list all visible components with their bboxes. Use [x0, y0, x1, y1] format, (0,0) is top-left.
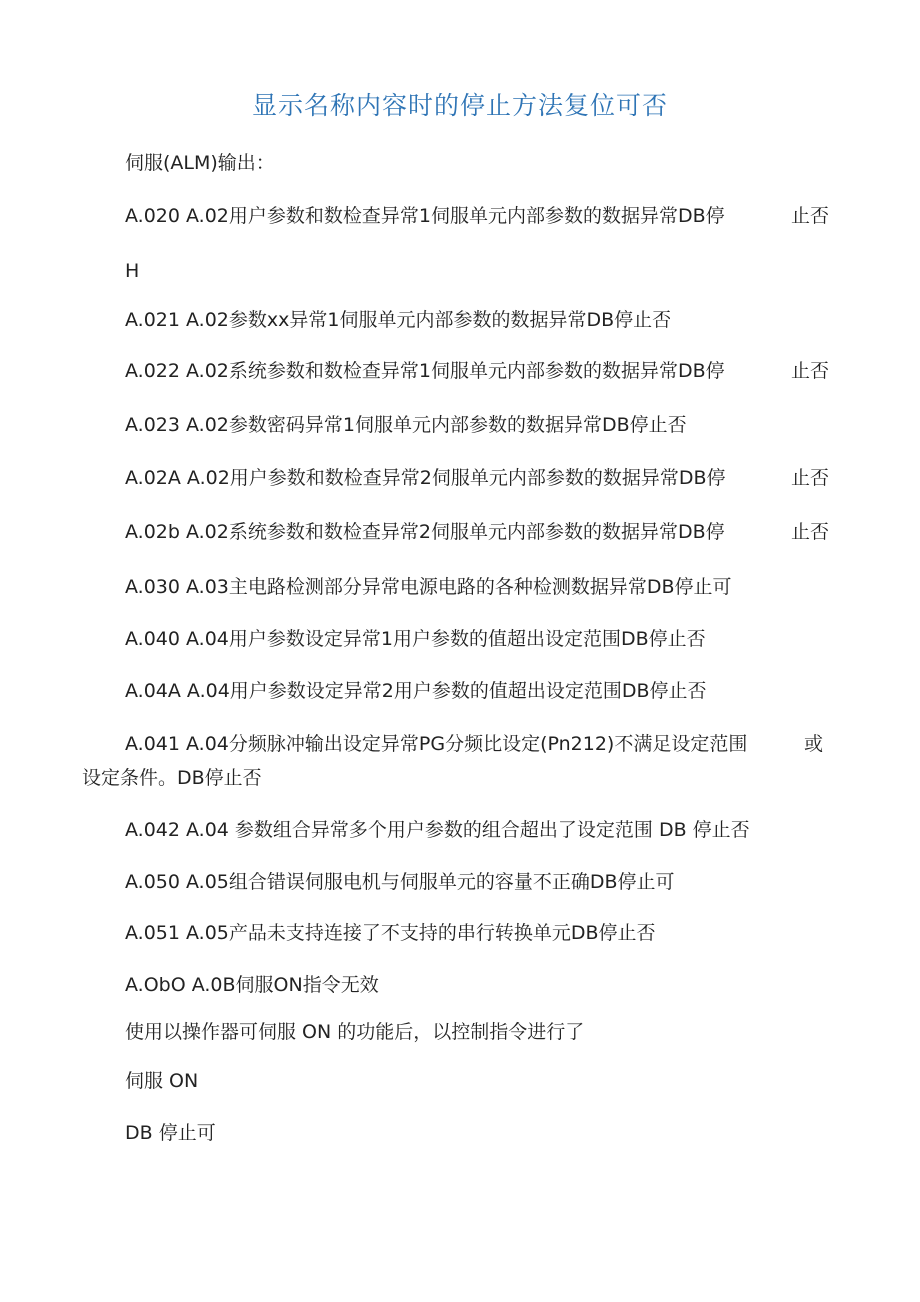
paragraph-servo-on: 伺服 ON	[125, 1070, 199, 1092]
paragraph-tail: 止否	[790, 521, 829, 543]
paragraph-a042: A.042 A.04 参数组合异常多个用户参数的组合超出了设定范围 DB 停止否	[125, 819, 750, 841]
paragraph-a0b0: A.ObO A.0B伺服ON指令无效	[125, 974, 379, 996]
paragraph-a04a: A.04A A.04用户参数设定异常2用户参数的值超出设定范围DB停止否	[125, 680, 707, 702]
paragraph-a023: A.023 A.02参数密码异常1伺服单元内部参数的数据异常DB停止否	[125, 414, 687, 436]
paragraph-a041-continuation: 设定条件。DB停止否	[82, 767, 262, 789]
paragraph-text: A.02A A.02用户参数和数检查异常2伺服单元内部参数的数据异常DB停	[125, 467, 726, 489]
paragraph-tail: 止否	[790, 467, 829, 489]
paragraph-a020	[125, 203, 829, 229]
paragraph-a041	[125, 731, 823, 757]
paragraph-text: A.022 A.02系统参数和数检查异常1伺服单元内部参数的数据异常DB停	[125, 360, 725, 382]
paragraph-a02a	[125, 465, 829, 491]
paragraph-tail: 或	[803, 733, 823, 755]
paragraph-db-stop: DB 停止可	[125, 1122, 216, 1144]
paragraph-operator-note: 使用以操作器可伺服 ON 的功能后，以控制指令进行了	[125, 1021, 585, 1043]
paragraph-servo-output: 伺服(ALM)输出：	[125, 152, 275, 174]
paragraph-a030: A.030 A.03主电路检测部分异常电源电路的各种检测数据异常DB停止可	[125, 576, 732, 598]
paragraph-text: A.02b A.02系统参数和数检查异常2伺服单元内部参数的数据异常DB停	[125, 521, 725, 543]
paragraph-a050: A.050 A.05组合错误伺服电机与伺服单元的容量不正确DB停止可	[125, 871, 675, 893]
paragraph-tail: 止否	[790, 205, 829, 227]
paragraph-text: A.041 A.04分频脉冲输出设定异常PG分频比设定(Pn212)不满足设定范围	[125, 733, 748, 755]
paragraph-text: A.020 A.02用户参数和数检查异常1伺服单元内部参数的数据异常DB停	[125, 205, 725, 227]
paragraph-a021: A.021 A.02参数xx异常1伺服单元内部参数的数据异常DB停止否	[125, 309, 672, 331]
paragraph-tail: 止否	[790, 360, 829, 382]
paragraph-a022	[125, 358, 829, 384]
paragraph-a040: A.040 A.04用户参数设定异常1用户参数的值超出设定范围DB停止否	[125, 628, 706, 650]
paragraph-a051: A.051 A.05产品未支持连接了不支持的串行转换单元DB停止否	[125, 922, 656, 944]
paragraph-a02b	[125, 519, 829, 545]
paragraph-h: H	[125, 260, 140, 282]
document-title: 显示名称内容时的停止方法复位可否	[251, 91, 668, 120]
